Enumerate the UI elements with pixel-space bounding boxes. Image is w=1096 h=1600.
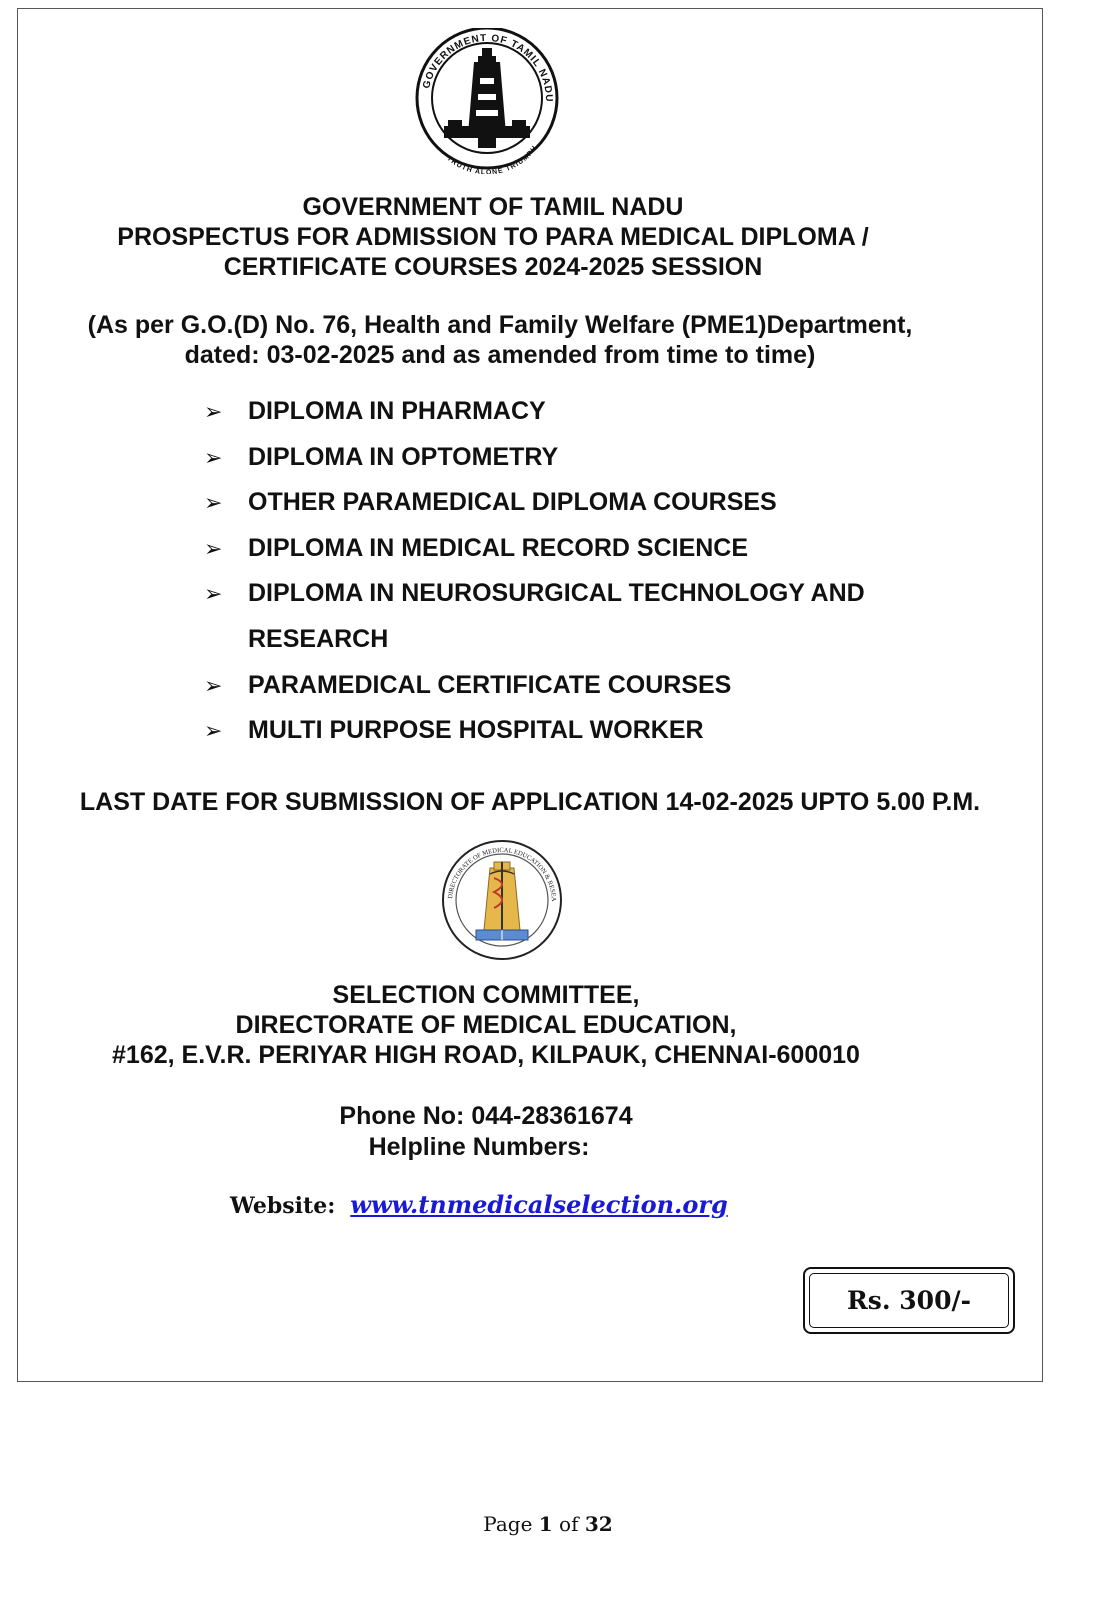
course-label: PARAMEDICAL CERTIFICATE COURSES <box>248 671 732 699</box>
arrow-bullet-icon: ➢ <box>204 674 223 699</box>
header-session: CERTIFICATE COURSES 2024-2025 SESSION <box>223 253 763 281</box>
page-of-word: of <box>559 1512 579 1536</box>
course-label: MULTI PURPOSE HOSPITAL WORKER <box>248 716 704 744</box>
address-street: #162, E.V.R. PERIYAR HIGH ROAD, KILPAUK, CHENNAI-600010 <box>112 1041 860 1069</box>
list-item <box>204 671 731 700</box>
arrow-bullet-icon: ➢ <box>204 400 223 425</box>
header-prospectus: PROSPECTUS FOR ADMISSION TO PARA MEDICAL DIPLOMA / <box>117 223 869 251</box>
header-government: GOVERNMENT OF TAMIL NADU <box>302 193 684 221</box>
website-label: Website: <box>230 1193 336 1219</box>
course-label: DIPLOMA IN MEDICAL RECORD SCIENCE <box>248 534 749 562</box>
arrow-bullet-icon: ➢ <box>204 491 223 516</box>
page-word: Page <box>483 1512 533 1536</box>
website-link[interactable]: www.tnmedicalselection.org <box>350 1190 728 1219</box>
medical-education-seal-icon <box>440 838 564 962</box>
emblem-motto: TRUTH ALONE TRIUMPH <box>445 144 539 174</box>
emblem-ring-text: GOVERNMENT OF TAMIL NADU <box>421 32 555 103</box>
address-directorate: DIRECTORATE OF MEDICAL EDUCATION, <box>235 1011 737 1039</box>
course-label: OTHER PARAMEDICAL DIPLOMA COURSES <box>248 488 777 516</box>
price-label: Rs. 300/- <box>809 1273 1009 1328</box>
arrow-bullet-icon: ➢ <box>204 582 223 607</box>
list-item <box>204 534 748 563</box>
go-reference-line2: dated: 03-02-2025 and as amended from time to time) <box>184 341 816 369</box>
go-reference-line1: (As per G.O.(D) No. 76, Health and Family Welfare (PME1)Department, <box>87 311 913 339</box>
arrow-bullet-icon: ➢ <box>204 446 223 471</box>
page-current: 1 <box>538 1512 553 1536</box>
price-box <box>803 1267 1015 1334</box>
website-line <box>230 1190 728 1220</box>
tamil-nadu-emblem-icon <box>408 28 566 174</box>
arrow-bullet-icon: ➢ <box>204 719 223 744</box>
page-number <box>0 1512 1096 1536</box>
arrow-bullet-icon: ➢ <box>204 537 223 562</box>
list-item-continuation <box>204 625 388 654</box>
address-committee: SELECTION COMMITTEE, <box>332 981 640 1009</box>
list-item <box>204 488 777 517</box>
course-label: RESEARCH <box>248 625 389 653</box>
page-total: 32 <box>584 1512 613 1536</box>
course-label: DIPLOMA IN NEUROSURGICAL TECHNOLOGY AND <box>248 579 865 607</box>
list-item <box>204 579 865 608</box>
list-item <box>204 443 558 472</box>
course-label: DIPLOMA IN PHARMACY <box>248 397 546 425</box>
last-date-notice: LAST DATE FOR SUBMISSION OF APPLICATION 14-02-2025 UPTO 5.00 P.M. <box>79 788 981 816</box>
course-label: DIPLOMA IN OPTOMETRY <box>248 443 559 471</box>
helpline-label: Helpline Numbers: <box>368 1133 590 1161</box>
list-item <box>204 716 704 745</box>
phone-number: Phone No: 044-28361674 <box>339 1102 633 1130</box>
seal-ring-text: DIRECTORATE OF MEDICAL EDUCATION & RESEA <box>447 846 558 902</box>
list-item <box>204 397 546 426</box>
